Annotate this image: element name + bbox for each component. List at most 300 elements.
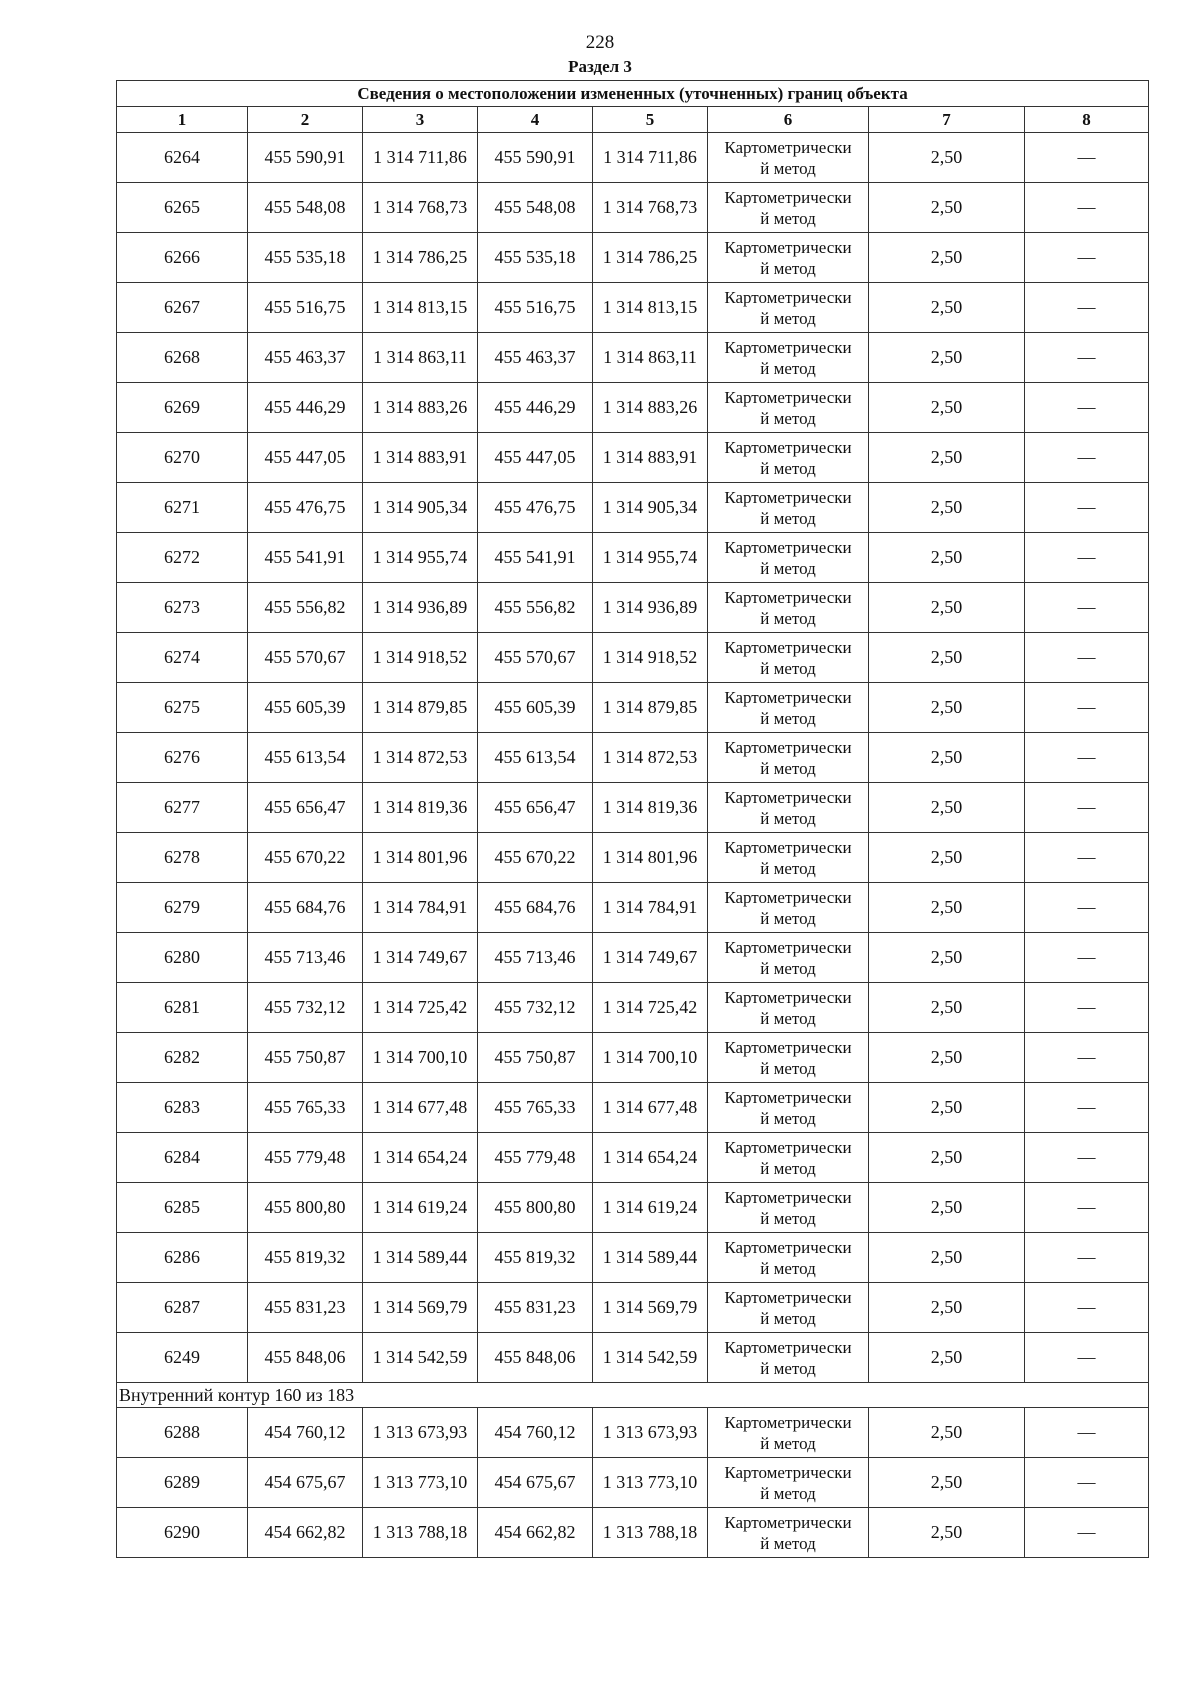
table-row	[117, 483, 1149, 533]
x-refined-cell: 455 684,76	[478, 883, 593, 933]
y-refined-cell: 1 314 955,74	[593, 533, 708, 583]
point-number-cell: 6266	[117, 233, 248, 283]
description-cell: —	[1025, 883, 1149, 933]
method-line-2: й метод	[760, 1008, 816, 1028]
table-row	[117, 1283, 1149, 1333]
y-refined-cell: 1 313 773,10	[593, 1458, 708, 1508]
y-existing-cell: 1 314 725,42	[363, 983, 478, 1033]
method-line-1: Картометрически	[724, 1337, 852, 1357]
description-cell: —	[1025, 833, 1149, 883]
method-cell	[708, 1508, 869, 1558]
point-number-cell: 6275	[117, 683, 248, 733]
accuracy-cell: 2,50	[869, 733, 1025, 783]
y-existing-cell: 1 314 801,96	[363, 833, 478, 883]
x-refined-cell: 455 570,67	[478, 633, 593, 683]
x-existing-cell: 455 476,75	[248, 483, 363, 533]
x-existing-cell: 454 675,67	[248, 1458, 363, 1508]
y-refined-cell: 1 314 813,15	[593, 283, 708, 333]
description-cell: —	[1025, 433, 1149, 483]
point-number-cell: 6269	[117, 383, 248, 433]
point-number-cell: 6288	[117, 1408, 248, 1458]
description-cell: —	[1025, 533, 1149, 583]
point-number-cell: 6249	[117, 1333, 248, 1383]
y-refined-cell: 1 314 749,67	[593, 933, 708, 983]
method-line-1: Картометрически	[724, 1087, 852, 1107]
method-line-2: й метод	[760, 1533, 816, 1553]
accuracy-cell: 2,50	[869, 333, 1025, 383]
table-body	[117, 133, 1149, 1558]
method-line-2: й метод	[760, 1258, 816, 1278]
description-cell: —	[1025, 333, 1149, 383]
column-header-row	[117, 107, 1149, 133]
method-line-1: Картометрически	[724, 837, 852, 857]
method-cell	[708, 483, 869, 533]
method-line-1: Картометрически	[724, 1187, 852, 1207]
y-refined-cell: 1 314 654,24	[593, 1133, 708, 1183]
x-refined-cell: 455 535,18	[478, 233, 593, 283]
y-existing-cell: 1 314 872,53	[363, 733, 478, 783]
method-line-2: й метод	[760, 1208, 816, 1228]
table-row	[117, 1133, 1149, 1183]
y-refined-cell: 1 314 872,53	[593, 733, 708, 783]
method-cell	[708, 733, 869, 783]
method-cell	[708, 1233, 869, 1283]
method-line-1: Картометрически	[724, 337, 852, 357]
x-existing-cell: 455 446,29	[248, 383, 363, 433]
y-existing-cell: 1 314 955,74	[363, 533, 478, 583]
description-cell: —	[1025, 1183, 1149, 1233]
method-line-2: й метод	[760, 858, 816, 878]
x-existing-cell: 455 831,23	[248, 1283, 363, 1333]
point-number-cell: 6278	[117, 833, 248, 883]
x-refined-cell: 454 662,82	[478, 1508, 593, 1558]
x-refined-cell: 455 541,91	[478, 533, 593, 583]
point-number-cell: 6273	[117, 583, 248, 633]
table-row	[117, 1233, 1149, 1283]
description-cell: —	[1025, 1283, 1149, 1333]
point-number-cell: 6270	[117, 433, 248, 483]
x-refined-cell: 455 446,29	[478, 383, 593, 433]
y-refined-cell: 1 313 788,18	[593, 1508, 708, 1558]
method-cell	[708, 1033, 869, 1083]
point-number-cell: 6277	[117, 783, 248, 833]
x-existing-cell: 455 779,48	[248, 1133, 363, 1183]
description-cell: —	[1025, 1508, 1149, 1558]
x-existing-cell: 455 765,33	[248, 1083, 363, 1133]
x-refined-cell: 455 750,87	[478, 1033, 593, 1083]
accuracy-cell: 2,50	[869, 533, 1025, 583]
method-line-1: Картометрически	[724, 687, 852, 707]
y-existing-cell: 1 314 749,67	[363, 933, 478, 983]
x-refined-cell: 455 848,06	[478, 1333, 593, 1383]
method-cell	[708, 1458, 869, 1508]
table-row	[117, 1408, 1149, 1458]
y-existing-cell: 1 314 813,15	[363, 283, 478, 333]
table-row	[117, 633, 1149, 683]
method-cell	[708, 833, 869, 883]
x-existing-cell: 455 848,06	[248, 1333, 363, 1383]
description-cell: —	[1025, 133, 1149, 183]
method-line-2: й метод	[760, 958, 816, 978]
method-cell	[708, 1408, 869, 1458]
x-existing-cell: 454 760,12	[248, 1408, 363, 1458]
accuracy-cell: 2,50	[869, 883, 1025, 933]
x-refined-cell: 455 613,54	[478, 733, 593, 783]
accuracy-cell: 2,50	[869, 1458, 1025, 1508]
method-cell	[708, 933, 869, 983]
y-existing-cell: 1 314 936,89	[363, 583, 478, 633]
x-existing-cell: 455 613,54	[248, 733, 363, 783]
description-cell: —	[1025, 1408, 1149, 1458]
description-cell: —	[1025, 283, 1149, 333]
method-line-1: Картометрически	[724, 1512, 852, 1532]
point-number-cell: 6287	[117, 1283, 248, 1333]
description-cell: —	[1025, 733, 1149, 783]
y-existing-cell: 1 314 677,48	[363, 1083, 478, 1133]
method-line-2: й метод	[760, 458, 816, 478]
y-existing-cell: 1 314 905,34	[363, 483, 478, 533]
method-line-1: Картометрически	[724, 1137, 852, 1157]
method-line-2: й метод	[760, 508, 816, 528]
description-cell: —	[1025, 1133, 1149, 1183]
x-refined-cell: 455 831,23	[478, 1283, 593, 1333]
x-refined-cell: 455 590,91	[478, 133, 593, 183]
method-line-2: й метод	[760, 808, 816, 828]
accuracy-cell: 2,50	[869, 933, 1025, 983]
accuracy-cell: 2,50	[869, 833, 1025, 883]
table-row	[117, 1458, 1149, 1508]
y-existing-cell: 1 314 863,11	[363, 333, 478, 383]
method-line-1: Картометрически	[724, 437, 852, 457]
y-refined-cell: 1 314 542,59	[593, 1333, 708, 1383]
column-header-8: 8	[1025, 107, 1149, 133]
y-refined-cell: 1 314 883,26	[593, 383, 708, 433]
method-line-1: Картометрически	[724, 487, 852, 507]
table-row	[117, 983, 1149, 1033]
description-cell: —	[1025, 1233, 1149, 1283]
x-refined-cell: 455 556,82	[478, 583, 593, 633]
table-row	[117, 533, 1149, 583]
method-cell	[708, 1183, 869, 1233]
accuracy-cell: 2,50	[869, 233, 1025, 283]
y-existing-cell: 1 314 918,52	[363, 633, 478, 683]
y-existing-cell: 1 314 700,10	[363, 1033, 478, 1083]
point-number-cell: 6276	[117, 733, 248, 783]
method-line-2: й метод	[760, 908, 816, 928]
y-refined-cell: 1 314 569,79	[593, 1283, 708, 1333]
method-line-2: й метод	[760, 1483, 816, 1503]
method-cell	[708, 633, 869, 683]
x-refined-cell: 455 713,46	[478, 933, 593, 983]
x-existing-cell: 455 750,87	[248, 1033, 363, 1083]
method-cell	[708, 433, 869, 483]
accuracy-cell: 2,50	[869, 283, 1025, 333]
point-number-cell: 6265	[117, 183, 248, 233]
y-refined-cell: 1 314 786,25	[593, 233, 708, 283]
method-line-2: й метод	[760, 758, 816, 778]
y-refined-cell: 1 314 905,34	[593, 483, 708, 533]
y-refined-cell: 1 314 768,73	[593, 183, 708, 233]
table-row	[117, 583, 1149, 633]
x-refined-cell: 454 675,67	[478, 1458, 593, 1508]
point-number-cell: 6284	[117, 1133, 248, 1183]
accuracy-cell: 2,50	[869, 1508, 1025, 1558]
x-existing-cell: 455 463,37	[248, 333, 363, 383]
x-existing-cell: 455 447,05	[248, 433, 363, 483]
table-row	[117, 783, 1149, 833]
method-line-1: Картометрически	[724, 637, 852, 657]
table-row	[117, 383, 1149, 433]
y-refined-cell: 1 314 936,89	[593, 583, 708, 633]
description-cell: —	[1025, 233, 1149, 283]
description-cell: —	[1025, 1083, 1149, 1133]
point-number-cell: 6272	[117, 533, 248, 583]
section-title: Раздел 3	[568, 57, 632, 76]
y-existing-cell: 1 314 786,25	[363, 233, 478, 283]
table-row	[117, 283, 1149, 333]
y-existing-cell: 1 314 589,44	[363, 1233, 478, 1283]
method-line-1: Картометрически	[724, 387, 852, 407]
x-existing-cell: 455 516,75	[248, 283, 363, 333]
description-cell: —	[1025, 183, 1149, 233]
table-row	[117, 683, 1149, 733]
point-number-cell: 6264	[117, 133, 248, 183]
method-cell	[708, 1333, 869, 1383]
y-existing-cell: 1 314 569,79	[363, 1283, 478, 1333]
method-cell	[708, 333, 869, 383]
method-line-2: й метод	[760, 1308, 816, 1328]
method-cell	[708, 983, 869, 1033]
method-line-2: й метод	[760, 558, 816, 578]
method-line-1: Картометрически	[724, 987, 852, 1007]
x-refined-cell: 455 765,33	[478, 1083, 593, 1133]
accuracy-cell: 2,50	[869, 1233, 1025, 1283]
method-line-1: Картометрически	[724, 737, 852, 757]
method-line-1: Картометрически	[724, 1462, 852, 1482]
x-refined-cell: 455 548,08	[478, 183, 593, 233]
table-row	[117, 1033, 1149, 1083]
column-header-4: 4	[478, 107, 593, 133]
accuracy-cell: 2,50	[869, 433, 1025, 483]
description-cell: —	[1025, 983, 1149, 1033]
method-line-1: Картометрически	[724, 287, 852, 307]
x-refined-cell: 455 656,47	[478, 783, 593, 833]
y-existing-cell: 1 314 768,73	[363, 183, 478, 233]
accuracy-cell: 2,50	[869, 183, 1025, 233]
table-row	[117, 733, 1149, 783]
x-existing-cell: 455 535,18	[248, 233, 363, 283]
y-refined-cell: 1 314 700,10	[593, 1033, 708, 1083]
x-existing-cell: 455 548,08	[248, 183, 363, 233]
table-row	[117, 1508, 1149, 1558]
y-refined-cell: 1 314 879,85	[593, 683, 708, 733]
x-refined-cell: 455 800,80	[478, 1183, 593, 1233]
method-line-1: Картометрически	[724, 1237, 852, 1257]
x-existing-cell: 455 800,80	[248, 1183, 363, 1233]
x-existing-cell: 455 570,67	[248, 633, 363, 683]
point-number-cell: 6279	[117, 883, 248, 933]
accuracy-cell: 2,50	[869, 633, 1025, 683]
description-cell: —	[1025, 1033, 1149, 1083]
accuracy-cell: 2,50	[869, 1033, 1025, 1083]
method-cell	[708, 1133, 869, 1183]
y-existing-cell: 1 314 654,24	[363, 1133, 478, 1183]
y-existing-cell: 1 314 542,59	[363, 1333, 478, 1383]
column-header-6: 6	[708, 107, 869, 133]
table-row	[117, 233, 1149, 283]
accuracy-cell: 2,50	[869, 783, 1025, 833]
method-line-2: й метод	[760, 258, 816, 278]
method-line-1: Картометрически	[724, 237, 852, 257]
x-existing-cell: 455 605,39	[248, 683, 363, 733]
point-number-cell: 6289	[117, 1458, 248, 1508]
point-number-cell: 6282	[117, 1033, 248, 1083]
point-number-cell: 6283	[117, 1083, 248, 1133]
y-refined-cell: 1 314 863,11	[593, 333, 708, 383]
method-line-2: й метод	[760, 1108, 816, 1128]
x-refined-cell: 454 760,12	[478, 1408, 593, 1458]
table-row	[117, 333, 1149, 383]
method-line-1: Картометрически	[724, 1412, 852, 1432]
column-header-1: 1	[117, 107, 248, 133]
contour-row	[117, 1383, 1149, 1408]
method-line-2: й метод	[760, 1158, 816, 1178]
method-cell	[708, 783, 869, 833]
method-line-2: й метод	[760, 158, 816, 178]
method-line-2: й метод	[760, 1433, 816, 1453]
y-refined-cell: 1 314 784,91	[593, 883, 708, 933]
method-line-1: Картометрически	[724, 1287, 852, 1307]
point-number-cell: 6280	[117, 933, 248, 983]
method-line-1: Картометрически	[724, 137, 852, 157]
y-existing-cell: 1 314 711,86	[363, 133, 478, 183]
method-cell	[708, 283, 869, 333]
x-existing-cell: 454 662,82	[248, 1508, 363, 1558]
description-cell: —	[1025, 1333, 1149, 1383]
table-row	[117, 933, 1149, 983]
method-line-2: й метод	[760, 308, 816, 328]
y-existing-cell: 1 314 619,24	[363, 1183, 478, 1233]
point-number-cell: 6285	[117, 1183, 248, 1233]
y-existing-cell: 1 314 879,85	[363, 683, 478, 733]
x-existing-cell: 455 590,91	[248, 133, 363, 183]
column-header-5: 5	[593, 107, 708, 133]
y-existing-cell: 1 314 784,91	[363, 883, 478, 933]
x-existing-cell: 455 670,22	[248, 833, 363, 883]
method-cell	[708, 383, 869, 433]
x-existing-cell: 455 713,46	[248, 933, 363, 983]
point-number-cell: 6271	[117, 483, 248, 533]
x-refined-cell: 455 447,05	[478, 433, 593, 483]
accuracy-cell: 2,50	[869, 1283, 1025, 1333]
point-number-cell: 6268	[117, 333, 248, 383]
table-row	[117, 1333, 1149, 1383]
column-header-2: 2	[248, 107, 363, 133]
method-cell	[708, 133, 869, 183]
y-existing-cell: 1 313 673,93	[363, 1408, 478, 1458]
y-refined-cell: 1 314 819,36	[593, 783, 708, 833]
y-refined-cell: 1 313 673,93	[593, 1408, 708, 1458]
method-cell	[708, 583, 869, 633]
point-number-cell: 6281	[117, 983, 248, 1033]
method-line-2: й метод	[760, 608, 816, 628]
x-refined-cell: 455 605,39	[478, 683, 593, 733]
accuracy-cell: 2,50	[869, 1083, 1025, 1133]
x-existing-cell: 455 556,82	[248, 583, 363, 633]
description-cell: —	[1025, 1458, 1149, 1508]
method-line-1: Картометрически	[724, 587, 852, 607]
accuracy-cell: 2,50	[869, 683, 1025, 733]
contour-label: Внутренний контур 160 из 183	[117, 1383, 1149, 1408]
method-line-1: Картометрически	[724, 937, 852, 957]
accuracy-cell: 2,50	[869, 483, 1025, 533]
method-line-2: й метод	[760, 1058, 816, 1078]
x-refined-cell: 455 819,32	[478, 1233, 593, 1283]
x-refined-cell: 455 463,37	[478, 333, 593, 383]
method-cell	[708, 183, 869, 233]
column-header-3: 3	[363, 107, 478, 133]
y-refined-cell: 1 314 589,44	[593, 1233, 708, 1283]
y-refined-cell: 1 314 883,91	[593, 433, 708, 483]
y-existing-cell: 1 314 883,26	[363, 383, 478, 433]
x-existing-cell: 455 732,12	[248, 983, 363, 1033]
y-refined-cell: 1 314 725,42	[593, 983, 708, 1033]
table-row	[117, 1083, 1149, 1133]
method-cell	[708, 533, 869, 583]
method-cell	[708, 233, 869, 283]
description-cell: —	[1025, 933, 1149, 983]
x-existing-cell: 455 541,91	[248, 533, 363, 583]
method-line-1: Картометрически	[724, 1037, 852, 1057]
point-number-cell: 6274	[117, 633, 248, 683]
accuracy-cell: 2,50	[869, 1133, 1025, 1183]
accuracy-cell: 2,50	[869, 1333, 1025, 1383]
x-existing-cell: 455 656,47	[248, 783, 363, 833]
accuracy-cell: 2,50	[869, 583, 1025, 633]
method-cell	[708, 883, 869, 933]
y-existing-cell: 1 313 788,18	[363, 1508, 478, 1558]
x-refined-cell: 455 516,75	[478, 283, 593, 333]
point-number-cell: 6267	[117, 283, 248, 333]
y-refined-cell: 1 314 711,86	[593, 133, 708, 183]
column-header-7: 7	[869, 107, 1025, 133]
coordinates-table	[116, 80, 1149, 1558]
y-refined-cell: 1 314 619,24	[593, 1183, 708, 1233]
method-cell	[708, 1283, 869, 1333]
table-row	[117, 833, 1149, 883]
x-existing-cell: 455 684,76	[248, 883, 363, 933]
method-line-2: й метод	[760, 658, 816, 678]
table-row	[117, 883, 1149, 933]
x-refined-cell: 455 732,12	[478, 983, 593, 1033]
description-cell: —	[1025, 683, 1149, 733]
method-line-1: Картометрически	[724, 787, 852, 807]
table-row	[117, 183, 1149, 233]
y-refined-cell: 1 314 677,48	[593, 1083, 708, 1133]
page-number: 228	[585, 32, 615, 53]
table-row	[117, 433, 1149, 483]
description-cell: —	[1025, 383, 1149, 433]
method-line-2: й метод	[760, 708, 816, 728]
point-number-cell: 6286	[117, 1233, 248, 1283]
method-line-1: Картометрически	[724, 887, 852, 907]
accuracy-cell: 2,50	[869, 133, 1025, 183]
x-refined-cell: 455 476,75	[478, 483, 593, 533]
y-refined-cell: 1 314 801,96	[593, 833, 708, 883]
y-existing-cell: 1 314 883,91	[363, 433, 478, 483]
method-line-2: й метод	[760, 208, 816, 228]
method-cell	[708, 1083, 869, 1133]
